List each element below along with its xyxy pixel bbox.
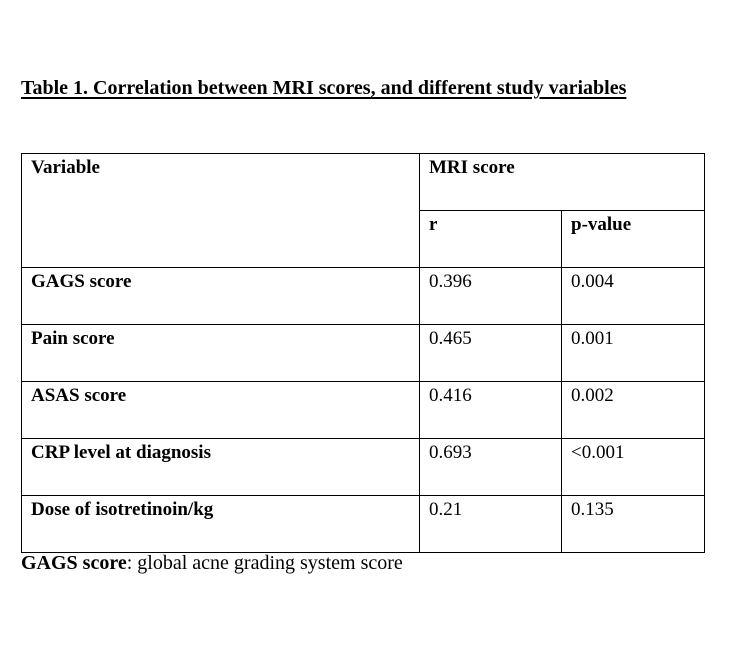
table-row — [22, 382, 705, 439]
table-row — [22, 439, 705, 496]
row-variable: GAGS score — [22, 268, 420, 325]
row-variable: Pain score — [22, 325, 420, 382]
table-row — [22, 325, 705, 382]
row-p-value: 0.004 — [562, 268, 705, 325]
row-r-value: 0.416 — [420, 382, 562, 439]
header-variable: Variable — [22, 154, 420, 268]
correlation-table — [21, 153, 705, 553]
table-header-row — [22, 154, 705, 211]
table-caption: Table 1. Correlation between MRI scores, and different study variables — [21, 77, 627, 99]
row-p-value: <0.001 — [562, 439, 705, 496]
header-r: r — [420, 211, 562, 268]
header-p-value: p-value — [562, 211, 705, 268]
row-p-value: 0.001 — [562, 325, 705, 382]
footnote-term: GAGS score — [21, 552, 127, 574]
table-row — [22, 496, 705, 553]
row-variable: Dose of isotretinoin/kg — [22, 496, 420, 553]
row-p-value: 0.135 — [562, 496, 705, 553]
table-footnote — [21, 551, 403, 575]
footnote-definition: : global acne grading system score — [126, 552, 403, 574]
header-mri-score: MRI score — [420, 154, 705, 211]
row-r-value: 0.396 — [420, 268, 562, 325]
row-r-value: 0.21 — [420, 496, 562, 553]
row-r-value: 0.693 — [420, 439, 562, 496]
row-variable: ASAS score — [22, 382, 420, 439]
table-row — [22, 268, 705, 325]
row-variable: CRP level at diagnosis — [22, 439, 420, 496]
row-p-value: 0.002 — [562, 382, 705, 439]
row-r-value: 0.465 — [420, 325, 562, 382]
